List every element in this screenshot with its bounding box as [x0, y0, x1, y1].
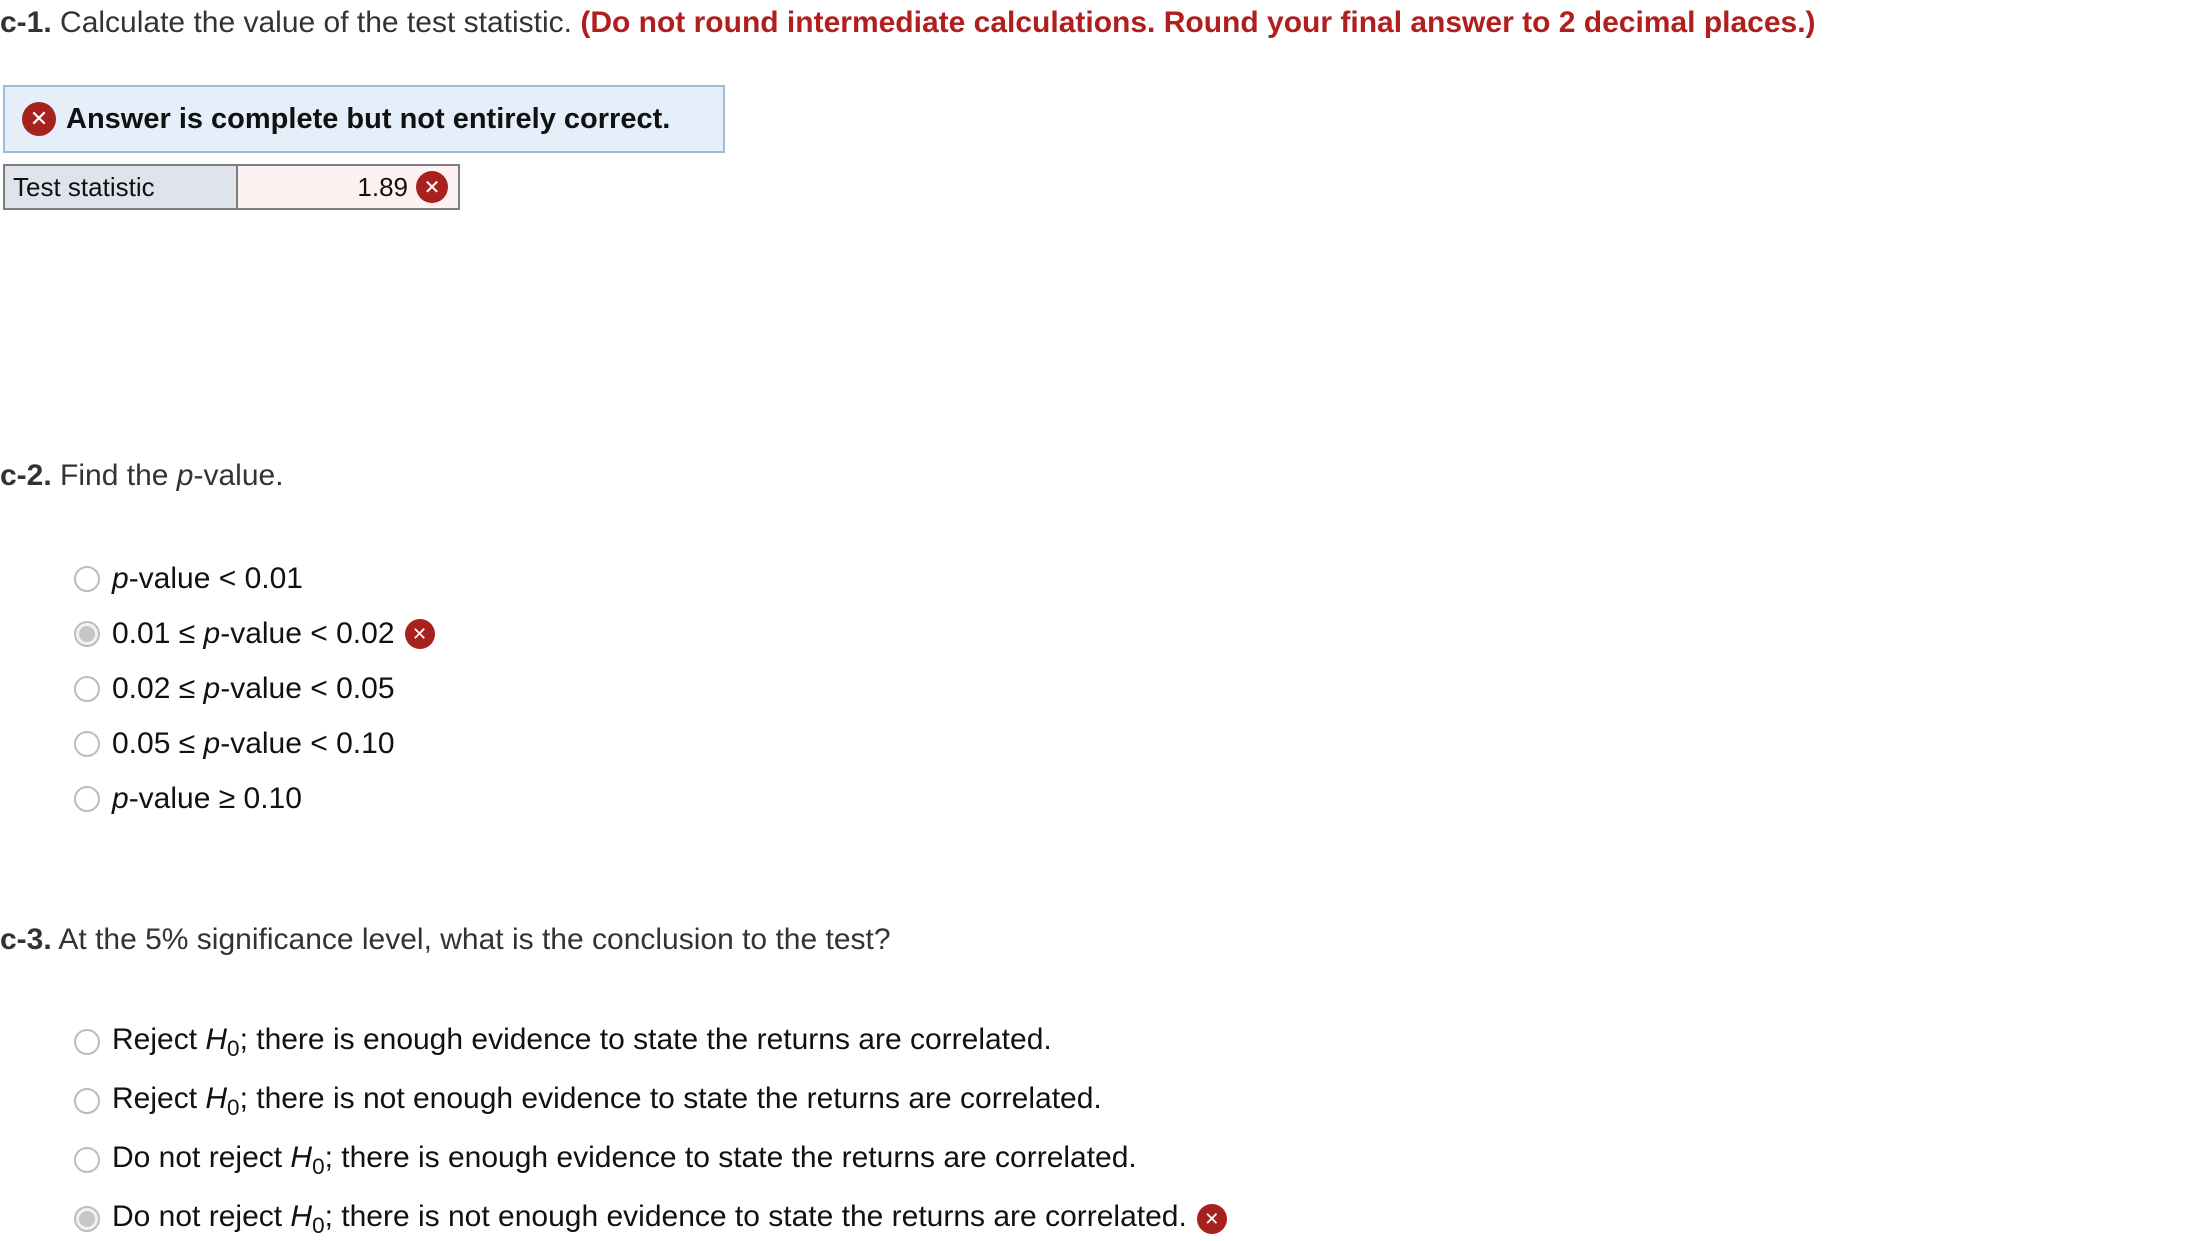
- math-variable: H: [290, 1199, 313, 1233]
- option-label: [112, 1023, 1052, 1062]
- pvalue-option[interactable]: [74, 777, 302, 821]
- option-label: [112, 782, 302, 816]
- conclusion-option[interactable]: [74, 1138, 1137, 1182]
- option-text: ; there is not enough evidence to state the returns are correlated.: [324, 1199, 1187, 1233]
- math-subscript: 0: [312, 1212, 325, 1238]
- option-label: [112, 617, 395, 651]
- option-text: Reject: [112, 1022, 206, 1056]
- math-variable: p: [203, 617, 221, 650]
- option-text: -value < 0.10: [220, 727, 395, 760]
- question-number: c-1.: [0, 6, 52, 39]
- option-label: [112, 1141, 1137, 1180]
- pvalue-option[interactable]: [74, 557, 303, 601]
- option-text: Reject: [112, 1081, 206, 1115]
- question-number: c-3.: [0, 923, 52, 956]
- math-subscript: 0: [227, 1094, 240, 1120]
- math-variable: p: [203, 727, 221, 760]
- question-prompt: Find the: [60, 459, 169, 492]
- math-variable: p: [112, 782, 129, 815]
- option-label: [112, 672, 395, 706]
- option-label: [112, 1082, 1102, 1121]
- conclusion-option[interactable]: [74, 1197, 1227, 1241]
- pvalue-option[interactable]: [74, 722, 395, 766]
- math-variable: H: [290, 1140, 313, 1174]
- conclusion-option[interactable]: [74, 1020, 1052, 1064]
- radio-button[interactable]: [74, 731, 100, 757]
- radio-button[interactable]: [74, 1147, 100, 1173]
- option-text: ; there is enough evidence to state the returns are correlated.: [324, 1140, 1137, 1174]
- radio-button[interactable]: [74, 1206, 100, 1232]
- radio-button[interactable]: [74, 676, 100, 702]
- option-text: -value < 0.02: [220, 617, 395, 650]
- x-circle-icon: ✕: [1197, 1204, 1227, 1234]
- pvalue-option[interactable]: [74, 612, 435, 656]
- question-prompt-suffix: -value.: [193, 459, 284, 492]
- question-prompt: Calculate the value of the test statistic.: [60, 6, 572, 39]
- option-text: 0.02 ≤: [112, 672, 204, 705]
- option-text: Do not reject: [112, 1140, 291, 1174]
- radio-button[interactable]: [74, 1088, 100, 1114]
- radio-button[interactable]: [74, 786, 100, 812]
- option-text: 0.01 ≤: [112, 617, 204, 650]
- test-statistic-input[interactable]: [238, 166, 458, 208]
- radio-button[interactable]: [74, 621, 100, 647]
- option-text: 0.05 ≤: [112, 727, 204, 760]
- option-text: -value < 0.01: [128, 562, 303, 595]
- rounding-note: (Do not round intermediate calculations. Round your final answer to 2 decimal places.): [580, 6, 1816, 39]
- question-c3: [0, 918, 891, 962]
- x-circle-icon: ✕: [416, 171, 448, 203]
- math-variable: H: [205, 1081, 228, 1115]
- question-prompt: At the 5% significance level, what is the conclusion to the test?: [58, 923, 891, 956]
- math-variable: p: [203, 672, 221, 705]
- radio-button[interactable]: [74, 1029, 100, 1055]
- math-variable: p: [176, 459, 194, 492]
- option-label: [112, 562, 303, 596]
- x-circle-icon: ✕: [22, 102, 56, 136]
- math-variable: H: [205, 1022, 228, 1056]
- math-subscript: 0: [227, 1035, 240, 1061]
- math-subscript: 0: [312, 1153, 325, 1179]
- radio-button[interactable]: [74, 566, 100, 592]
- x-circle-icon: ✕: [405, 619, 435, 649]
- conclusion-option[interactable]: [74, 1079, 1102, 1123]
- option-text: ; there is not enough evidence to state the returns are correlated.: [239, 1081, 1102, 1115]
- answer-table: [3, 164, 460, 210]
- option-text: Do not reject: [112, 1199, 291, 1233]
- option-label: [112, 1200, 1187, 1239]
- feedback-text: Answer is complete but not entirely correct.: [66, 102, 671, 135]
- question-number: c-2.: [0, 459, 52, 492]
- feedback-banner: [3, 85, 725, 153]
- question-c2: [0, 454, 284, 498]
- answer-value: 1.89: [357, 171, 408, 202]
- question-c1: [0, 1, 1816, 45]
- answer-label: Test statistic: [5, 166, 238, 208]
- pvalue-option[interactable]: [74, 667, 395, 711]
- option-label: [112, 727, 395, 761]
- math-variable: p: [112, 562, 129, 595]
- option-text: ; there is enough evidence to state the returns are correlated.: [239, 1022, 1052, 1056]
- option-text: -value < 0.05: [220, 672, 395, 705]
- option-text: -value ≥ 0.10: [128, 782, 302, 815]
